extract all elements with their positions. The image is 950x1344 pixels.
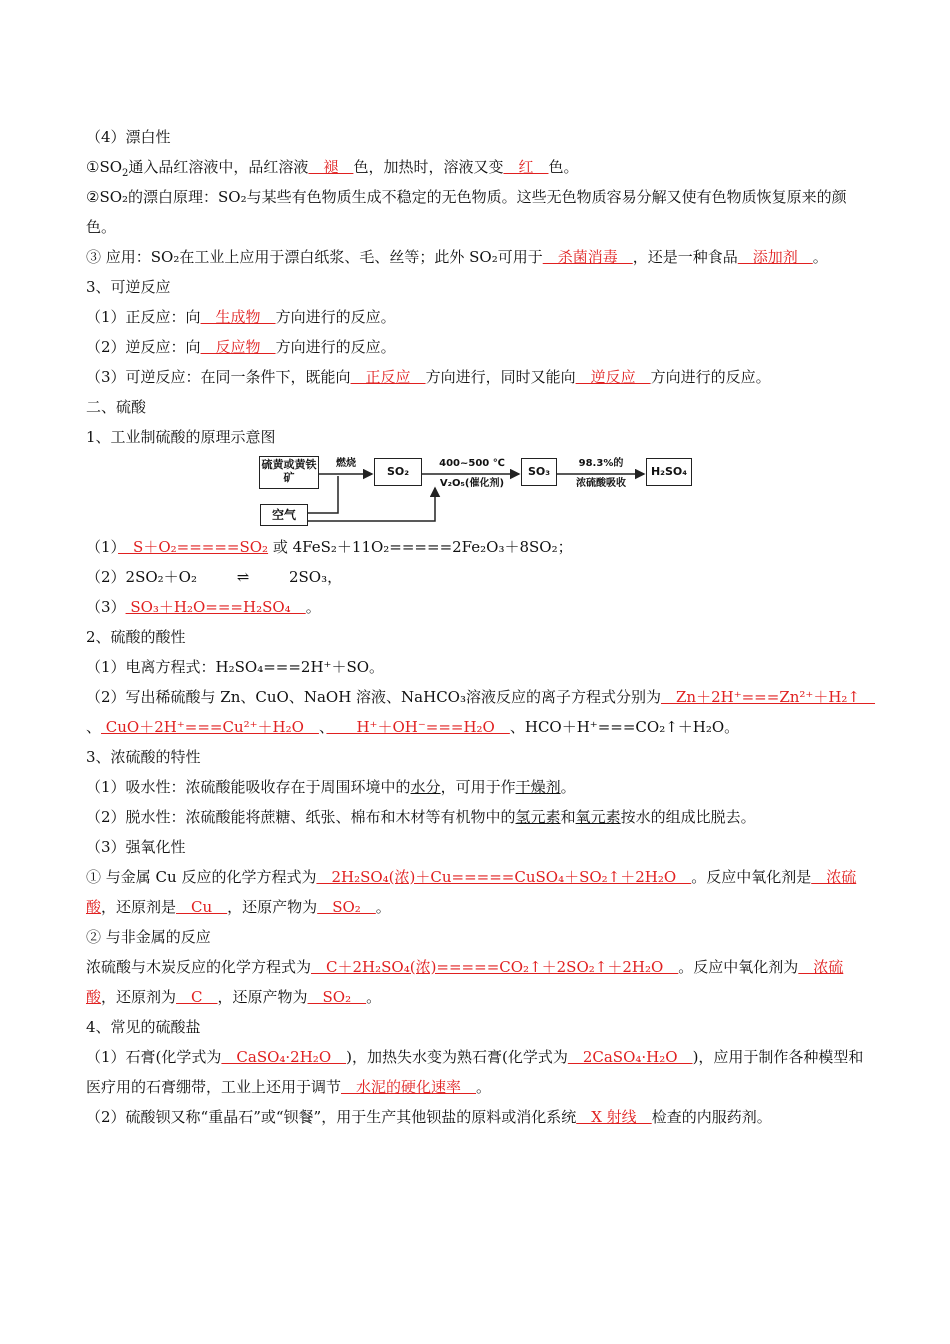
- text: 色，加热时，溶液又变: [353, 158, 504, 176]
- underlined-term: 水分: [410, 778, 441, 796]
- label-concentration: 98.3%的: [578, 458, 624, 469]
- section-title: 4、常见的硫酸盐: [86, 1018, 201, 1036]
- paragraph: [86, 302, 866, 332]
- answer-blank: SO₃＋H₂O===H₂SO₄: [125, 598, 306, 616]
- text: 检查的内服药剂。: [651, 1108, 772, 1126]
- text: （2）逆反应：向: [86, 338, 201, 356]
- section-title: 2、硫酸的酸性: [86, 628, 186, 646]
- text: （1）: [86, 538, 119, 556]
- text: 方向进行的反应。: [650, 368, 771, 386]
- box-label: 空气: [271, 508, 296, 522]
- paragraph: [86, 1042, 866, 1102]
- text: （2）硫酸钡又称“重晶石”或“钡餐”，用于生产其他钡盐的原料或消化系统: [86, 1108, 577, 1126]
- text: 。: [366, 988, 382, 1006]
- box-sulfur-ore: [259, 456, 319, 489]
- text: 色。: [548, 158, 579, 176]
- paragraph: [86, 242, 866, 272]
- text: ③ 应用：SO₂在工业上应用于漂白纸浆、毛、丝等；此外 SO₂可用于: [86, 248, 543, 266]
- equation: [86, 532, 866, 562]
- text: 2SO₃，: [288, 568, 343, 586]
- section-title: 3、可逆反应: [86, 278, 171, 296]
- answer-blank: S＋O₂=====SO₂: [118, 538, 269, 556]
- label-burn: 燃烧: [336, 458, 356, 469]
- box-label: 硫黄或黄铁矿: [261, 458, 317, 484]
- answer-blank: 浓硫酸: [86, 868, 857, 916]
- box-label: H₂SO₄: [650, 465, 688, 478]
- text: )，应用于制作各种模型和医疗用的石膏绷带，工业上还用于调节: [86, 1048, 864, 1096]
- answer-blank: CuO＋2H⁺===Cu²⁺＋H₂O: [101, 718, 319, 736]
- text: 方向进行的反应。: [275, 308, 396, 326]
- text: ，还原剂是: [101, 898, 177, 916]
- text: 。: [812, 248, 828, 266]
- text: ，还是一种食品: [632, 248, 738, 266]
- text: （3）可逆反应：在同一条件下，既能向: [86, 368, 351, 386]
- answer-blank: SO₂: [307, 988, 367, 1006]
- text: ，还原产物为: [217, 988, 308, 1006]
- paragraph: [86, 772, 866, 802]
- text: 方向进行，同时又能向: [425, 368, 576, 386]
- text: （1）吸水性：浓硫酸能吸收存在于周围环境中的: [86, 778, 411, 796]
- answer-blank: 浓硫酸: [86, 958, 844, 1006]
- label-temperature: 400~500 ℃: [439, 458, 505, 469]
- reversible-arrow: ⇌: [236, 568, 250, 586]
- paragraph: [86, 862, 866, 922]
- box-so2: [374, 458, 422, 486]
- text: ，还原剂为: [101, 988, 177, 1006]
- text: （1）正反应：向: [86, 308, 201, 326]
- paragraph: [86, 682, 876, 742]
- answer-blank: Cu: [176, 898, 228, 916]
- label-absorb: 浓硫酸吸收: [576, 478, 626, 489]
- box-air: [260, 504, 308, 526]
- text: （3）: [86, 598, 126, 616]
- text: 。反应中氧化剂为: [678, 958, 799, 976]
- answer-blank: 杀菌消毒: [542, 248, 633, 266]
- paragraph: [86, 952, 866, 1012]
- paragraph: [86, 802, 866, 832]
- heading: 二、硫酸: [86, 398, 147, 416]
- section-title: （4）漂白性: [86, 128, 171, 146]
- text: 。: [305, 598, 321, 616]
- text: 和: [560, 808, 576, 826]
- paragraph: [86, 152, 866, 182]
- text: 。反应中氧化剂是: [691, 868, 812, 886]
- paragraph: ②SO₂的漂白原理：SO₂与某些有色物质生成不稳定的无色物质。这些无色物质容易分解又使有色物质恢复原来的颜色。: [86, 188, 847, 236]
- answer-blank: X 射线: [576, 1108, 652, 1126]
- text: 、HCO＋H⁺===CO₂↑＋H₂O。: [509, 718, 740, 736]
- underlined-term: 氢元素: [515, 808, 561, 826]
- air-line-2: [308, 488, 435, 521]
- answer-blank: 添加剂: [737, 248, 813, 266]
- box-label: SO₂: [386, 465, 410, 478]
- answer-blank: SO₂: [317, 898, 376, 916]
- text: （2）写出稀硫酸与 Zn、CuO、NaOH 溶液、NaHCO₃溶液反应的离子方程式分别为: [86, 688, 661, 706]
- text: （1）石膏(化学式为: [86, 1048, 222, 1066]
- text: 浓硫酸与木炭反应的化学方程式为: [86, 958, 312, 976]
- section-title: 1、工业制硫酸的原理示意图: [86, 428, 276, 446]
- text: ① 与金属 Cu 反应的化学方程式为: [86, 868, 317, 886]
- text: )，加热失水变为熟石膏(化学式为: [346, 1048, 568, 1066]
- document-body: [86, 122, 876, 1132]
- paragraph: [86, 362, 866, 392]
- underlined-term: 氧元素: [575, 808, 621, 826]
- text: 或 4FeS₂＋11O₂=====2Fe₂O₃＋8SO₂；: [268, 538, 573, 556]
- section-title: 3、浓硫酸的特性: [86, 748, 201, 766]
- answer-blank: 正反应: [350, 368, 426, 386]
- equation: [86, 592, 866, 622]
- text: 通入品红溶液中，品红溶液: [128, 158, 309, 176]
- paragraph: [86, 332, 866, 362]
- text: 。: [375, 898, 391, 916]
- answer-blank: Zn＋2H⁺===Zn²⁺＋H₂↑: [660, 688, 876, 706]
- text: 方向进行的反应。: [275, 338, 396, 356]
- text: ，还原产物为: [227, 898, 318, 916]
- paragraph: ② 与非金属的反应: [86, 928, 211, 946]
- text: 按水的组成比脱去。: [620, 808, 756, 826]
- answer-blank: H⁺＋OH⁻===H₂O: [326, 718, 510, 736]
- label-catalyst: V₂O₅(催化剂): [439, 478, 505, 489]
- text: 。: [560, 778, 576, 796]
- answer-blank: 红: [503, 158, 549, 176]
- answer-blank: 2CaSO₄·H₂O: [567, 1048, 693, 1066]
- subscript: 2: [122, 168, 129, 179]
- answer-blank: 褪: [308, 158, 354, 176]
- sulfuric-acid-process-diagram: [86, 456, 866, 530]
- answer-blank: CaSO₄·2H₂O: [221, 1048, 347, 1066]
- box-label: SO₃: [527, 465, 551, 478]
- text: ，可用于作: [440, 778, 516, 796]
- box-so3: [521, 458, 557, 486]
- text: （2）2SO₂＋O₂: [86, 568, 197, 586]
- answer-blank: 2H₂SO₄(浓)＋Cu=====CuSO₄＋SO₂↑＋2H₂O: [316, 868, 692, 886]
- paragraph: （3）强氧化性: [86, 838, 186, 856]
- text: 。: [476, 1078, 492, 1096]
- answer-blank: C: [176, 988, 218, 1006]
- paragraph: [86, 1102, 866, 1132]
- underlined-term: 干燥剂: [515, 778, 561, 796]
- equation: [86, 562, 866, 592]
- box-h2so4: [646, 458, 692, 486]
- answer-blank: 反应物: [200, 338, 276, 356]
- paragraph: （1）电离方程式：H₂SO₄===2H⁺＋SO。: [86, 658, 385, 676]
- answer-blank: 水泥的硬化速率: [341, 1078, 477, 1096]
- answer-blank: 生成物: [200, 308, 276, 326]
- answer-blank: 逆反应: [575, 368, 651, 386]
- text: 、: [86, 718, 102, 736]
- text: ①SO: [86, 158, 123, 176]
- text: 、: [318, 718, 327, 736]
- text: （2）脱水性：浓硫酸能将蔗糖、纸张、棉布和木材等有机物中的: [86, 808, 516, 826]
- answer-blank: C＋2H₂SO₄(浓)=====CO₂↑＋2SO₂↑＋2H₂O: [311, 958, 679, 976]
